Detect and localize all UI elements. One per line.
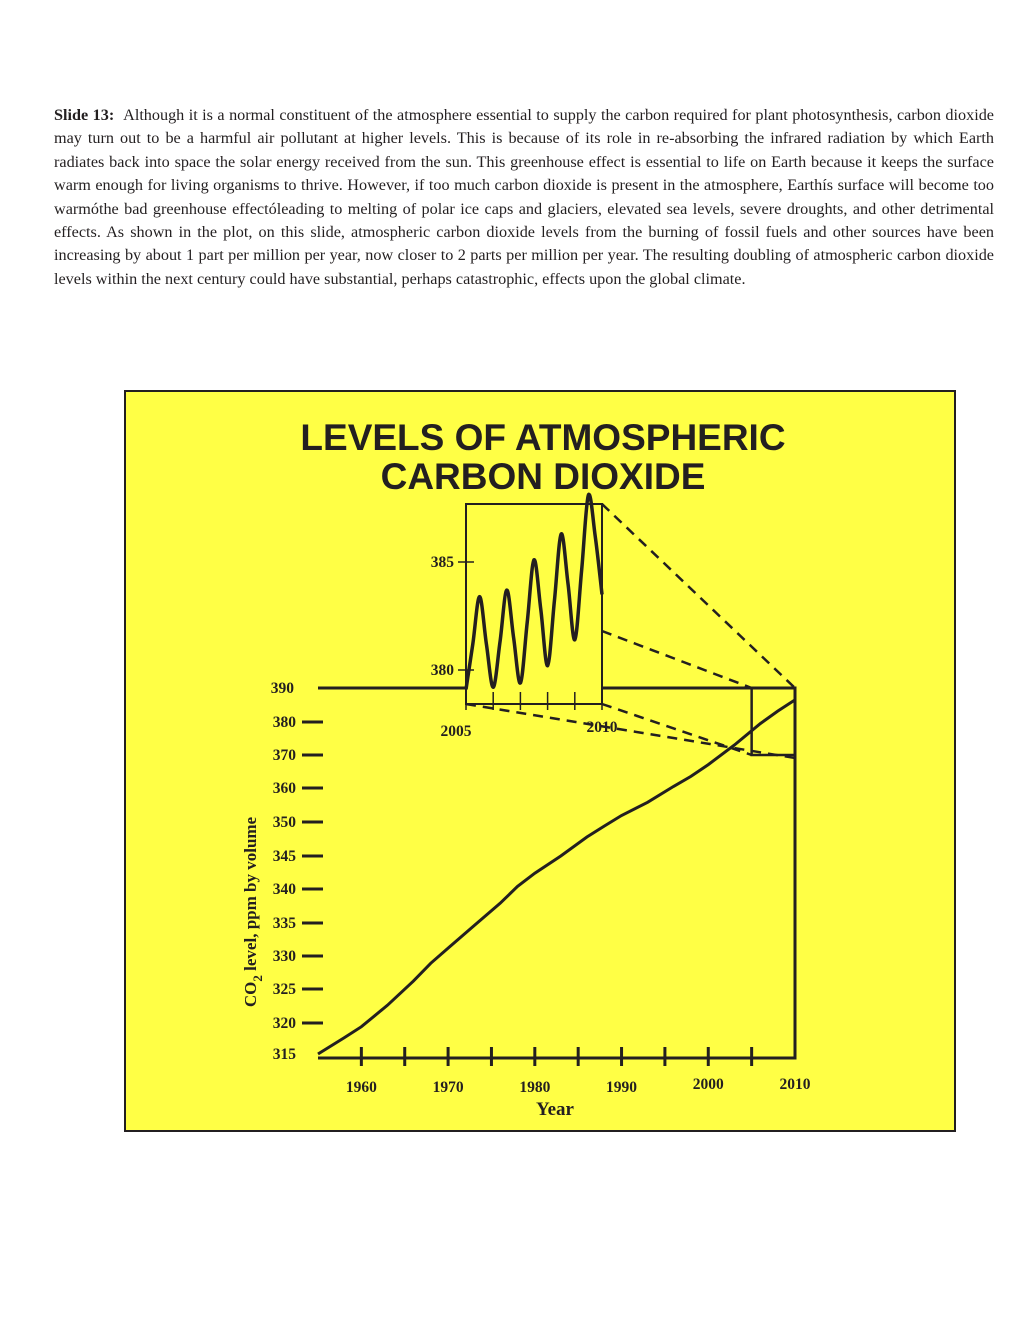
inset-y-tick-label: 385 xyxy=(430,554,454,571)
y-axis-label-subscript: 2 xyxy=(250,975,265,982)
zoom-connector xyxy=(602,631,752,688)
zoom-connector xyxy=(466,704,795,758)
y-tick-label: 390 xyxy=(270,680,294,697)
co2-chart-panel xyxy=(124,390,956,1132)
co2-main-line xyxy=(318,700,795,1054)
main-y-axis xyxy=(271,680,323,1063)
inset-plot xyxy=(431,494,618,740)
y-tick-label: 360 xyxy=(272,780,296,797)
y-axis-label xyxy=(241,816,265,1007)
y-axis-label-prefix: CO xyxy=(241,981,260,1008)
y-tick-label: 345 xyxy=(272,848,296,865)
main-x-axis xyxy=(346,1047,811,1096)
chart-title-line-2: CARBON DIOXIDE xyxy=(380,456,706,497)
y-tick-label: 370 xyxy=(272,747,296,764)
x-axis-label: Year xyxy=(536,1099,574,1120)
y-tick-label: 315 xyxy=(272,1046,296,1063)
co2-chart xyxy=(126,392,954,1130)
x-tick-label: 2010 xyxy=(779,1076,811,1093)
x-tick-label: 1990 xyxy=(606,1079,638,1096)
slide-body-text: Although it is a normal constituent of the atmosphere essential to supply the carbon required for plant photosynthesis, carbon dioxide may turn out to be a harmful air pollutant at higher levels. This is because of its role in re-absorbing the infrared radiation by which Earth radiates back into space the solar energy received from the sun. This greenhouse effect is essential to life on Earth because it keeps the surface warm enough for living organisms to thrive. However, if too much carbon dioxide is present in the atmosphere, Earthís surface will become too warmóthe bad greenhouse effectóleading to melting of polar ice caps and glaciers, elevated sea levels, severe droughts, and other detrimental effects. As shown in the plot, on this slide, atmospheric carbon dioxide levels from the burning of fossil fuels and other sources have been increasing by about 1 part per million per year, now closer to 2 parts per million per year. The resulting doubling of atmospheric carbon dioxide levels within the next century could have substantial, perhaps catastrophic, effects upon the global climate. xyxy=(54,106,994,288)
y-tick-label: 350 xyxy=(272,814,296,831)
zoom-box xyxy=(752,688,795,755)
y-tick-label: 330 xyxy=(272,948,296,965)
y-tick-label: 320 xyxy=(272,1015,296,1032)
x-tick-label: 1980 xyxy=(519,1079,551,1096)
slide-label: Slide 13: xyxy=(54,106,115,124)
inset-y-tick-label: 380 xyxy=(430,662,454,679)
y-tick-label: 340 xyxy=(272,881,296,898)
y-tick-label: 380 xyxy=(272,714,296,731)
x-tick-label: 1970 xyxy=(432,1079,464,1096)
slide-description xyxy=(54,104,994,291)
x-tick-label: 1960 xyxy=(345,1079,377,1096)
inset-frame xyxy=(466,504,602,704)
y-axis-label-suffix: level, ppm by volume xyxy=(241,816,260,976)
inset-x-tick-label: 2010 xyxy=(586,719,618,736)
chart-title-line-1: LEVELS OF ATMOSPHERIC xyxy=(300,417,786,458)
y-tick-label: 335 xyxy=(272,915,296,932)
zoom-connector xyxy=(602,504,795,688)
inset-x-tick-label: 2005 xyxy=(440,723,472,740)
x-tick-label: 2000 xyxy=(692,1076,724,1093)
y-tick-label: 325 xyxy=(272,981,296,998)
